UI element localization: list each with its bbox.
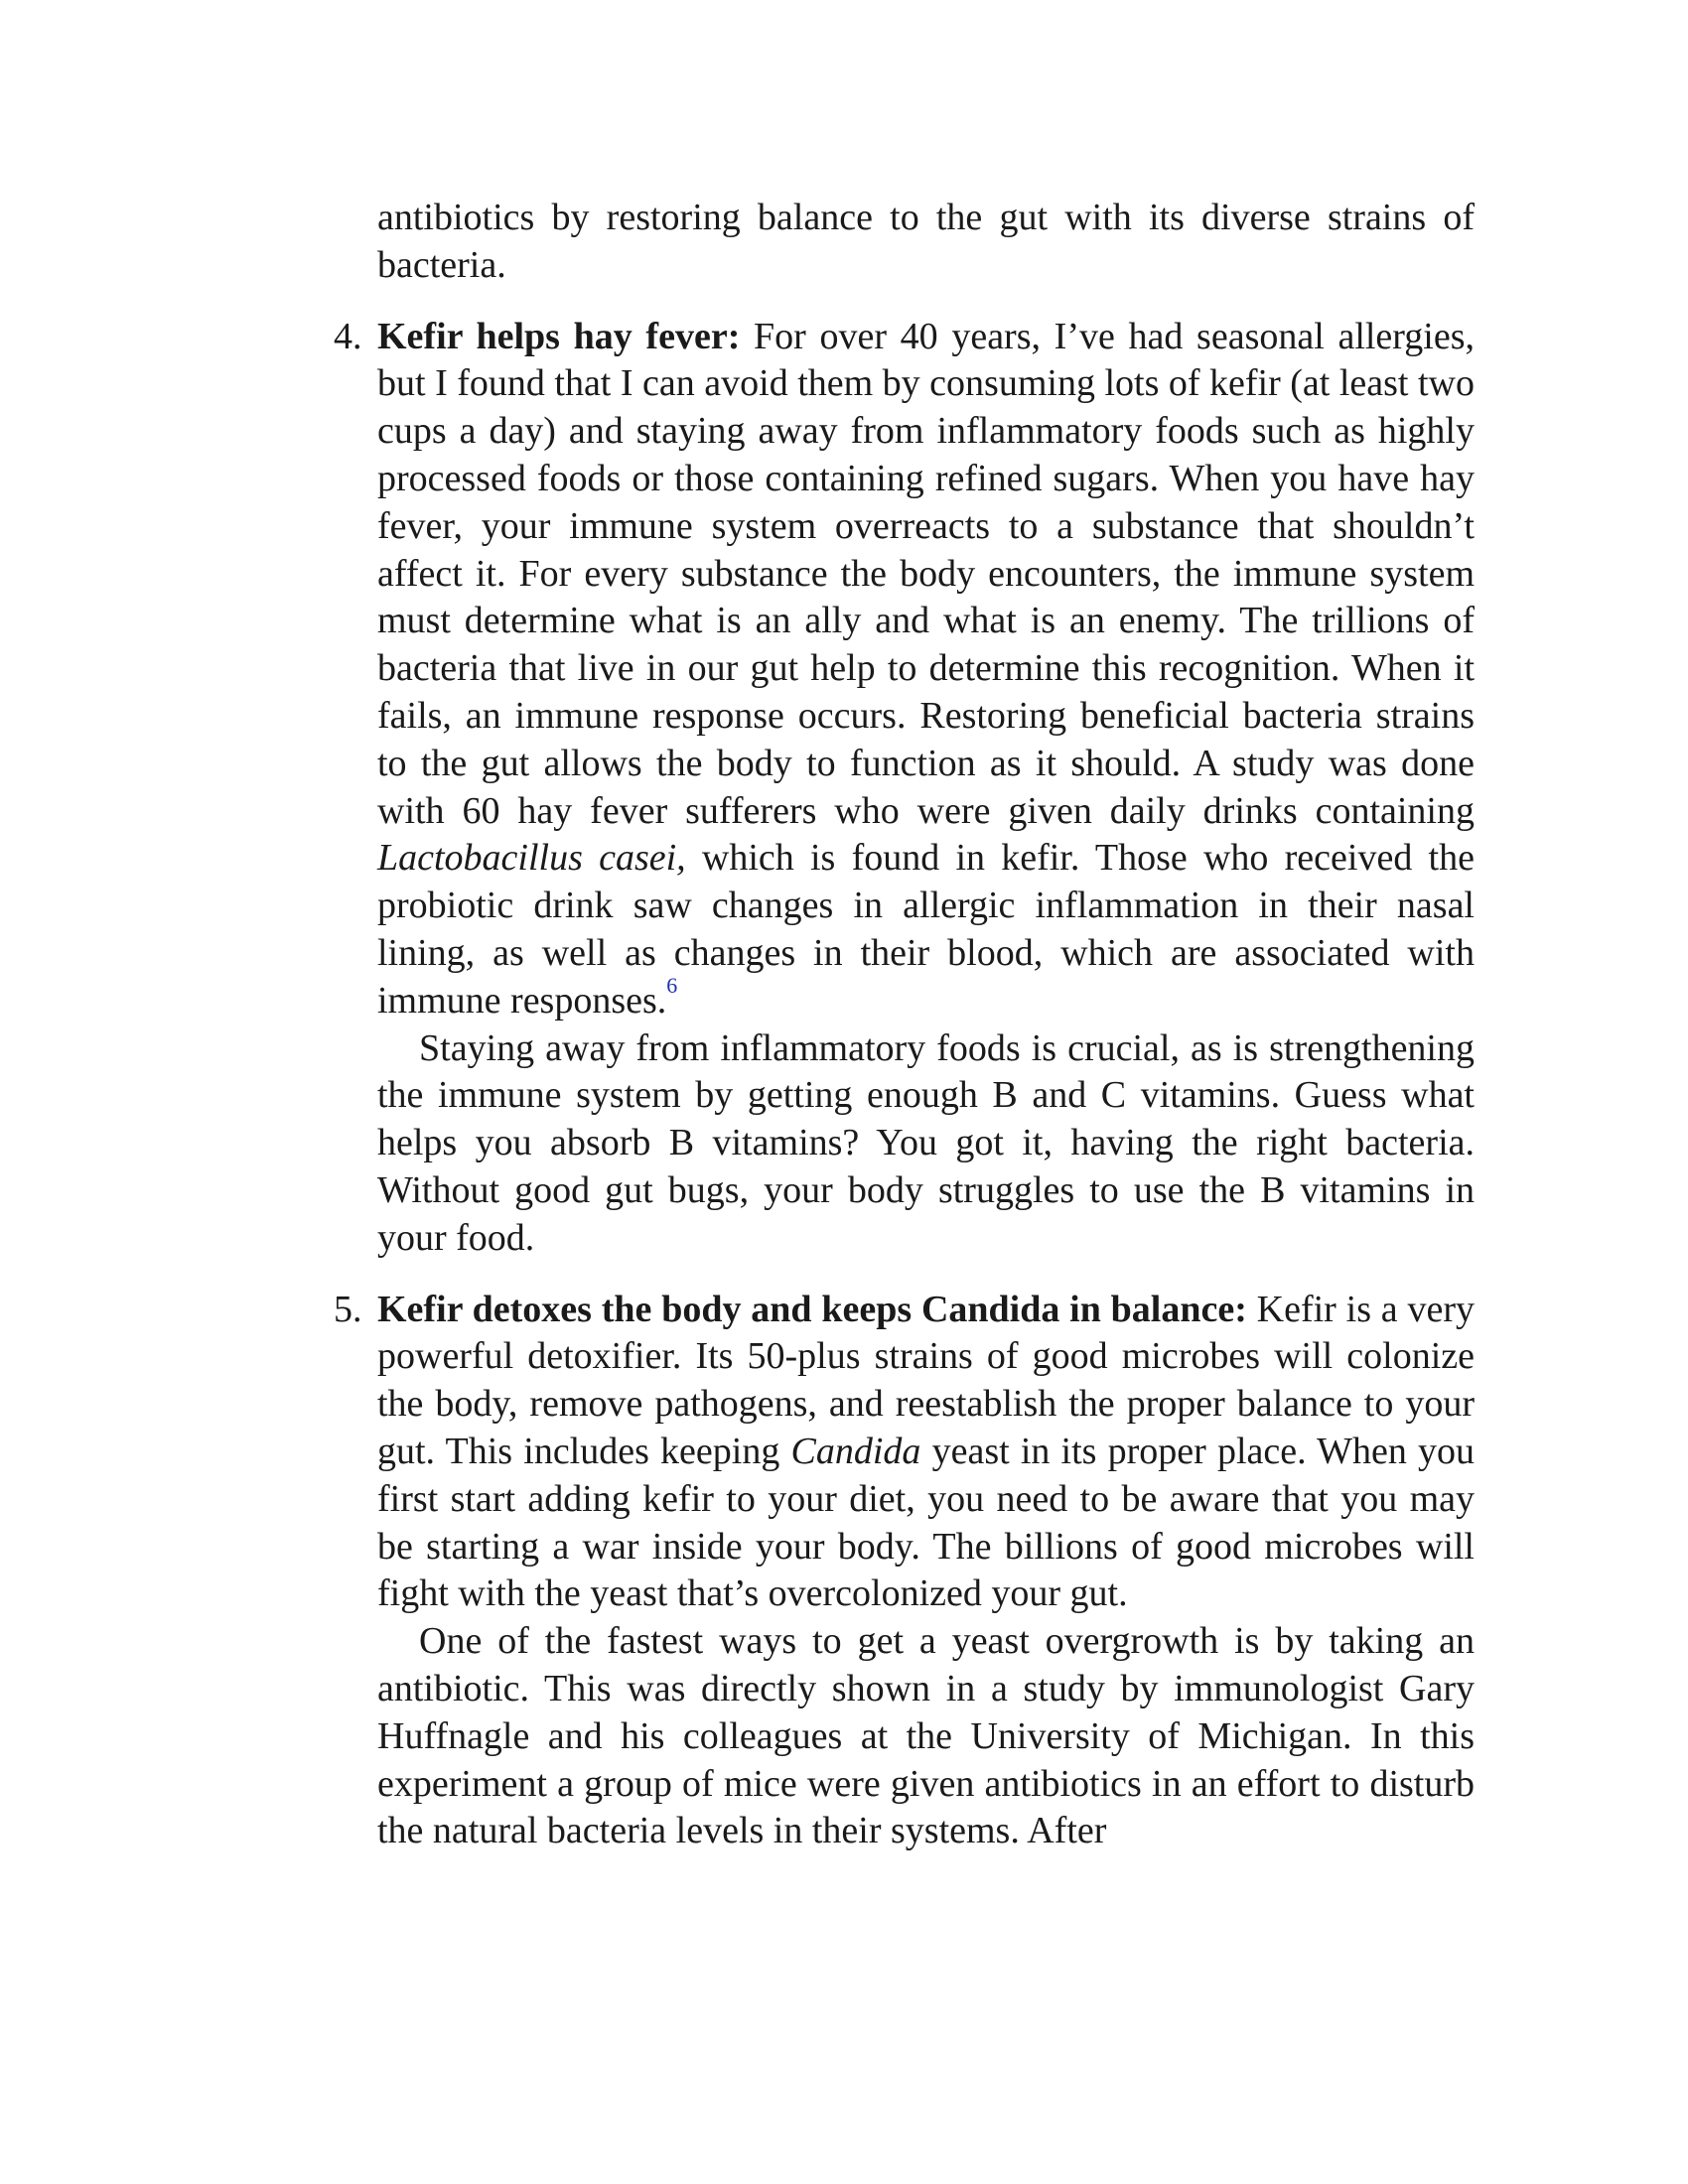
item-4-paragraph-1: [377, 314, 1475, 1025]
item-4-paragraph-2: Staying away from inflammatory foods is crucial, as is strengthening the immune system by getting enough B and C vitamins. Guess what helps you absorb B vitamins? You got it, having the right bacteria. Without good gut bugs, your body struggles to use the B vitamins in your food.: [377, 1026, 1475, 1259]
item-5-text-b: yeast in its proper place. When you first start adding kefir to your diet, you need to be aware that you may be starting a war inside your body. The billions of good microbes will fight with the yeast that’s overcolonized your gut.: [377, 1430, 1475, 1615]
item-5-paragraph-1: [377, 1287, 1475, 1619]
item-4-text-b: which is found in kefir. Those who received the probiotic drink saw changes in allergic inflammation in their nasal lining, as well as changes in their blood, which are associated with immune responses.: [377, 837, 1475, 1022]
species-name: Lactobacillus casei,: [377, 837, 686, 880]
item-5-text-a: Kefir is a very powerful detoxifier. Its 50-plus strains of good microbes will colonize the body, remove pathogens, and reestablish the proper balance to your gut. This includes keeping: [377, 1288, 1475, 1472]
list-number: 5.: [334, 1288, 362, 1330]
list-number: 4.: [334, 315, 362, 357]
footnote-link[interactable]: 6: [666, 972, 678, 998]
page-body: [334, 195, 1475, 1855]
item-4-text-a: For over 40 years, I’ve had seasonal allergies, but I found that I can avoid them by consuming lots of kefir (at least two cups a day) and staying away from inflammatory foods such as highly processed foods or those containing refined sugars. When you have hay fever, your immune system overreacts to a substance that shouldn’t affect it. For every substance the body encounters, the immune system must determine what is an ally and what is an enemy. The trillions of bacteria that live in our gut help to determine this recognition. When it fails, an immune response occurs. Restoring beneficial bacteria strains to the gut allows the body to function as it should. A study was done with 60 hay fever sufferers who were given daily drinks containing: [377, 315, 1475, 832]
list-item-5: [334, 1287, 1475, 1856]
continuation-paragraph: antibiotics by restoring balance to the gut with its diverse strains of bacteria.: [377, 197, 1475, 286]
item-5-paragraph-2: One of the fastest ways to get a yeast overgrowth is by taking an antibiotic. This was directly shown in a study by immunologist Gary Huffnagle and his colleagues at the University of Michigan. In this experiment a group of mice were given antibiotics in an effort to disturb the natural bacteria levels in their systems. After: [377, 1620, 1475, 1852]
item-4-heading: Kefir helps hay fever:: [377, 315, 741, 357]
candida-name: Candida: [790, 1430, 921, 1472]
list-item-4: [334, 314, 1475, 1263]
item-5-heading: Kefir detoxes the body and keeps Candida in balance:: [377, 1288, 1247, 1330]
